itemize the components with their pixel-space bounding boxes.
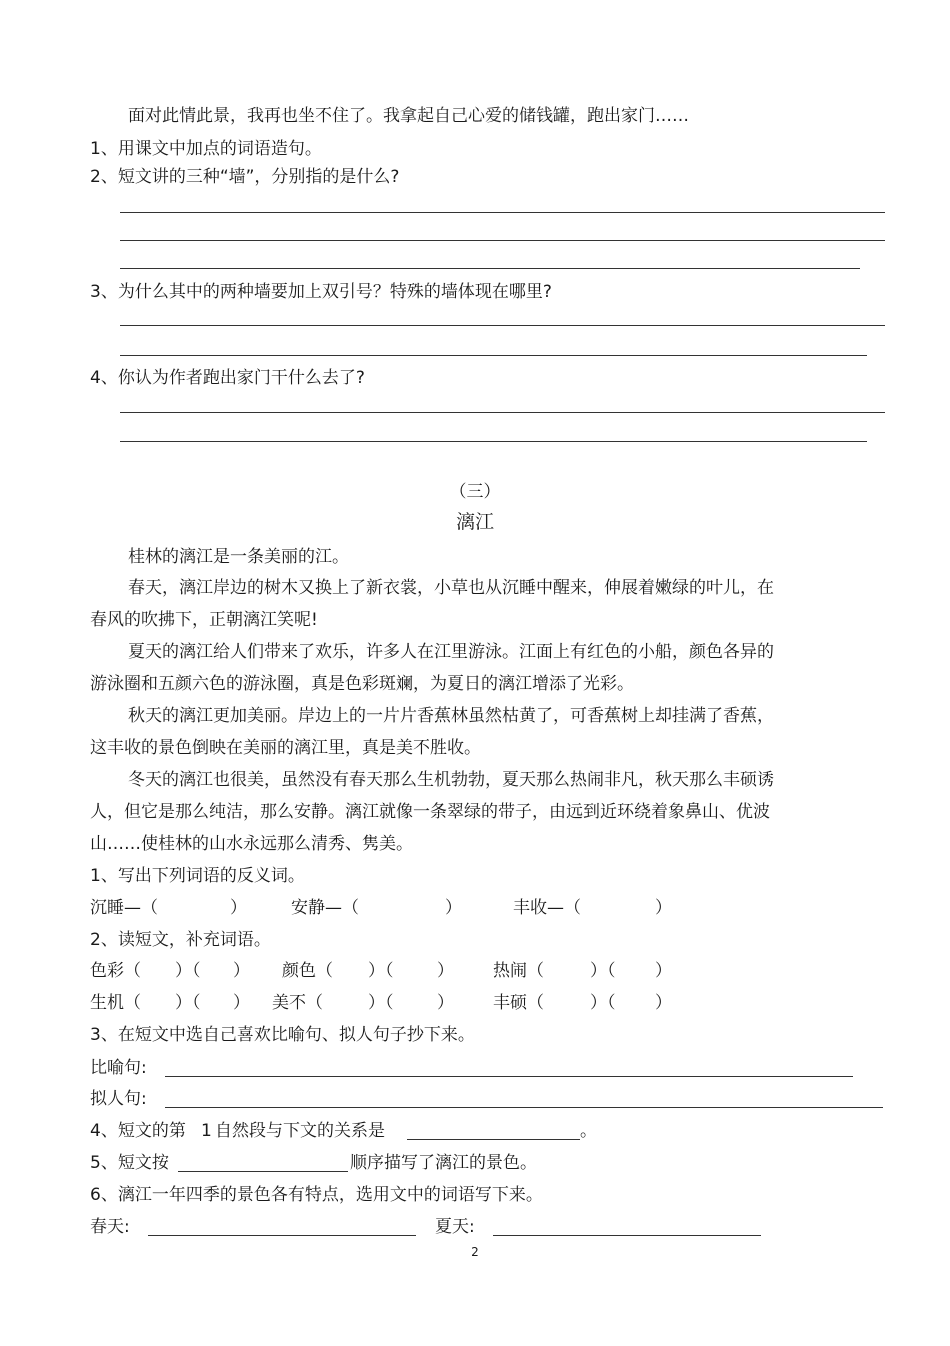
- spring-label: 春天:: [90, 1217, 130, 1237]
- fill-blank: ）（: [175, 961, 201, 981]
- paragraph: 山……使桂林的山水永远那么清秀、隽美。: [90, 834, 413, 854]
- antonym-prompt: 沉睡—（: [90, 898, 158, 918]
- relation-answer-line[interactable]: [407, 1139, 580, 1140]
- answer-line[interactable]: [120, 355, 867, 356]
- answer-line[interactable]: [120, 325, 885, 326]
- summer-label: 夏天:: [435, 1217, 475, 1237]
- fill-blank: ）: [437, 961, 454, 981]
- answer-line[interactable]: [120, 240, 885, 241]
- fill-blank: ）: [233, 961, 250, 981]
- answer-line[interactable]: [120, 412, 885, 413]
- paragraph: 桂林的漓江是一条美丽的江。: [128, 547, 349, 567]
- paragraph: 这丰收的景色倒映在美丽的漓江里，真是美不胜收。: [90, 738, 481, 758]
- paragraph: 冬天的漓江也很美，虽然没有春天那么生机勃勃，夏天那么热闹非凡，秋天那么丰硕诱: [128, 770, 774, 790]
- paragraph: 春天，漓江岸边的树木又换上了新衣裳，小草也从沉睡中醒来，伸展着嫩绿的叶儿，在: [128, 578, 774, 598]
- summer-answer-line[interactable]: [493, 1235, 761, 1236]
- antonym-prompt: 丰收—（: [513, 898, 581, 918]
- passage-title: 漓江: [455, 511, 494, 533]
- fill-blank: ）（: [590, 961, 616, 981]
- fill-word: 颜色（: [282, 961, 333, 981]
- fill-blank: ）（: [368, 961, 394, 981]
- antonym-prompt: 安静—（: [291, 898, 359, 918]
- answer-line[interactable]: [120, 212, 885, 213]
- spring-answer-line[interactable]: [148, 1235, 416, 1236]
- fill-blank: ）（: [175, 993, 201, 1013]
- question-3: 3、为什么其中的两种墙要加上双引号？特殊的墙体现在哪里?: [90, 282, 552, 302]
- section-number: （三）: [449, 482, 501, 502]
- fill-blank: ）（: [590, 993, 616, 1013]
- page-number: 2: [471, 1245, 479, 1259]
- answer-line[interactable]: [120, 268, 860, 269]
- paragraph: 春风的吹拂下，正朝漓江笑呢!: [90, 610, 318, 630]
- question-5-rest: 顺序描写了漓江的景色。: [350, 1153, 537, 1173]
- simile-label: 比喻句:: [90, 1058, 147, 1078]
- paragraph: 夏天的漓江给人们带来了欢乐，许多人在江里游泳。江面上有红色的小船，颜色各异的: [128, 642, 774, 662]
- paragraph: 面对此情此景，我再也坐不住了。我拿起自己心爱的储钱罐，跑出家门……: [128, 106, 689, 126]
- question-3: 3、在短文中选自己喜欢比喻句、拟人句子抄下来。: [90, 1025, 475, 1045]
- fill-blank: ）: [233, 993, 250, 1013]
- fill-word: 丰硕（: [493, 993, 544, 1013]
- simile-answer-line[interactable]: [165, 1076, 853, 1077]
- answer-line[interactable]: [120, 441, 867, 442]
- fill-word: 色彩（: [90, 961, 141, 981]
- paragraph: 人，但它是那么纯洁，那么安静。漓江就像一条翠绿的带子，由远到近环绕着象鼻山、优波: [90, 802, 770, 822]
- paragraph: 秋天的漓江更加美丽。岸边上的一片片香蕉林虽然枯黄了，可香蕉树上却挂满了香蕉，: [128, 706, 774, 726]
- question-6: 6、漓江一年四季的景色各有特点，选用文中的词语写下来。: [90, 1185, 543, 1205]
- fill-word: 热闹（: [493, 961, 544, 981]
- antonym-close: ）: [445, 898, 462, 918]
- question-2: 2、短文讲的三种“墙”，分别指的是什么?: [90, 167, 400, 187]
- antonym-close: ）: [230, 898, 247, 918]
- period: 。: [580, 1121, 597, 1141]
- order-answer-line[interactable]: [178, 1171, 348, 1172]
- question-1: 1、写出下列词语的反义词。: [90, 866, 305, 886]
- fill-blank: ）: [655, 993, 672, 1013]
- question-4: 4、你认为作者跑出家门干什么去了?: [90, 368, 365, 388]
- fill-word: 美不（: [272, 993, 323, 1013]
- paragraph-number: 1: [201, 1121, 212, 1141]
- fill-blank: ）: [655, 961, 672, 981]
- fill-blank: ）（: [368, 993, 394, 1013]
- personify-label: 拟人句:: [90, 1089, 147, 1109]
- personify-answer-line[interactable]: [165, 1107, 883, 1108]
- question-4-rest: 自然段与下文的关系是: [215, 1121, 385, 1141]
- fill-blank: ）: [437, 993, 454, 1013]
- question-2: 2、读短文，补充词语。: [90, 930, 271, 950]
- question-5: 5、短文按: [90, 1153, 169, 1173]
- question-1: 1、用课文中加点的词语造句。: [90, 139, 322, 159]
- paragraph: 游泳圈和五颜六色的游泳圈，真是色彩斑斓，为夏日的漓江增添了光彩。: [90, 674, 634, 694]
- antonym-close: ）: [655, 898, 672, 918]
- question-4: 4、短文的第: [90, 1121, 186, 1141]
- fill-word: 生机（: [90, 993, 141, 1013]
